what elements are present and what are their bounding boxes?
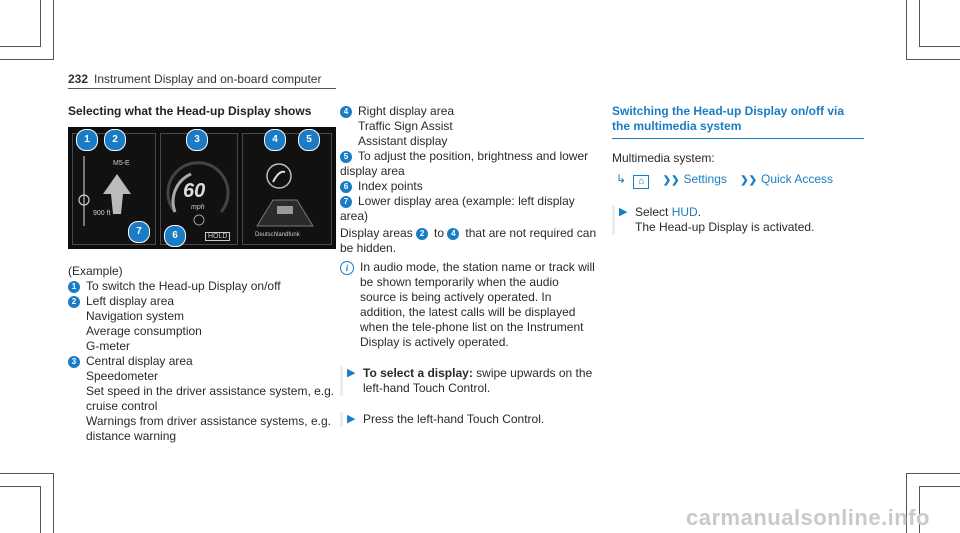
num-badge: 2	[68, 296, 80, 308]
crop-mark	[53, 473, 54, 533]
watermark: carmanualsonline.info	[686, 505, 930, 530]
speed-value: 60	[183, 180, 206, 202]
callout-3: 3	[186, 129, 208, 151]
info-note	[340, 260, 598, 350]
legend-line: Average consumption	[86, 324, 202, 338]
legend-line: Warnings from driver assistance systems, e.g. distance warning	[86, 414, 331, 443]
info-note-text: In audio mode, the station name or track will be shown temporarily when the audio source is being actively operated. In addition, the latest calls will be displayed when the tele-phone list on the Instrument Display is actively operated.	[360, 260, 595, 349]
nav-label: M5-E	[113, 160, 130, 167]
speed-unit: mph	[191, 204, 205, 211]
crop-mark	[53, 0, 54, 60]
crop-mark	[0, 59, 54, 60]
crop-mark	[919, 46, 960, 47]
legend-line: Traffic Sign Assist	[358, 119, 453, 133]
num-badge: 4	[340, 106, 352, 118]
step-arrow-icon: ▶	[340, 366, 363, 396]
hud-right-panel	[242, 133, 332, 245]
page-header-title: Instrument Display and on-board computer	[94, 72, 322, 86]
left-legend	[68, 264, 336, 444]
legend-line: Navigation system	[86, 309, 185, 323]
crop-mark	[0, 473, 54, 474]
num-badge: 4	[447, 228, 459, 240]
info-icon: i	[340, 261, 354, 275]
callout-2: 2	[104, 129, 126, 151]
step-arrow-icon: ▶	[340, 412, 363, 427]
legend-line: 7 Lower display area (example: left display area)	[340, 194, 575, 223]
crop-mark	[0, 486, 40, 487]
legend-line: Set speed in the driver assistance system, e.g. cruise control	[86, 384, 335, 413]
legend-line: Speedometer	[86, 369, 159, 383]
legend-line: G-meter	[86, 339, 131, 353]
step-select-hud: ▶ Select HUD. The Head-up Display is activated.	[612, 205, 864, 235]
num-badge: 5	[340, 151, 352, 163]
callout-6: 6	[164, 225, 186, 247]
num-badge: 6	[340, 181, 352, 193]
step-text: Press the left-hand Touch Control.	[363, 412, 545, 426]
display-areas-text: Display areas 2 to 4 that are not required can be hidden.	[340, 226, 597, 255]
page-number: 232	[68, 72, 89, 86]
figure-caption: (Example)	[68, 264, 123, 278]
legend-line: 3 Central display area	[68, 354, 336, 369]
hud-link: HUD	[671, 205, 698, 219]
traffic-sign-icon	[243, 134, 331, 244]
step-arrow-icon: ▶	[612, 205, 635, 235]
path-settings: Settings	[683, 172, 727, 186]
section-heading-switching: Switching the Head-up Display on/off via the multimedia system	[612, 104, 845, 133]
path-quick-access: Quick Access	[760, 172, 834, 186]
step-press-control	[340, 412, 598, 427]
callout-4: 4	[264, 129, 286, 151]
crop-mark	[919, 0, 920, 47]
crop-mark	[906, 59, 960, 60]
crop-mark	[906, 473, 960, 474]
callout-1: 1	[76, 129, 98, 151]
header-rule	[68, 88, 336, 89]
legend-line: 2 Left display area	[68, 294, 336, 309]
chevron-icon: ❯❯	[740, 175, 757, 186]
crop-mark	[919, 486, 960, 487]
distance-label: 900 ft	[93, 210, 111, 217]
step-text: swipe upwards on the left-hand Touch Control.	[363, 366, 593, 395]
page-header	[68, 72, 321, 86]
right-column	[612, 104, 864, 235]
chevron-icon: ❯❯	[662, 175, 680, 186]
step-label: To select a display:	[363, 366, 473, 380]
heading-rule	[612, 138, 864, 139]
legend-line: 1 To switch the Head-up Display on/off	[68, 279, 336, 294]
step-select-display	[340, 366, 598, 396]
hud-figure	[68, 127, 336, 249]
result-text: The Head-up Display is activated.	[635, 220, 815, 234]
path-arrow-icon: ↳	[616, 172, 627, 186]
legend-line: Assistant display	[358, 134, 448, 148]
crop-mark	[906, 0, 907, 60]
num-badge: 3	[68, 356, 80, 368]
hold-badge: HOLD	[205, 232, 230, 241]
section-heading-selecting: Selecting what the Head-up Display shows	[68, 104, 312, 118]
num-badge: 1	[68, 281, 80, 293]
crop-mark	[40, 0, 41, 47]
home-icon: ⌂	[633, 175, 649, 189]
left-column	[68, 104, 336, 127]
station-label: Deutschlandfunk	[255, 232, 300, 238]
num-badge: 2	[416, 228, 428, 240]
crop-mark	[40, 486, 41, 533]
system-label: Multimedia system:	[612, 151, 715, 165]
legend-line: 4 Right display area	[340, 104, 598, 119]
callout-7: 7	[128, 221, 150, 243]
legend-line: 6 Index points	[340, 179, 598, 194]
menu-path	[616, 172, 864, 189]
callout-5: 5	[298, 129, 320, 151]
middle-column	[340, 104, 598, 427]
num-badge: 7	[340, 196, 352, 208]
legend-line: 5 To adjust the position, brightness and lower display area	[340, 149, 589, 178]
crop-mark	[0, 46, 40, 47]
